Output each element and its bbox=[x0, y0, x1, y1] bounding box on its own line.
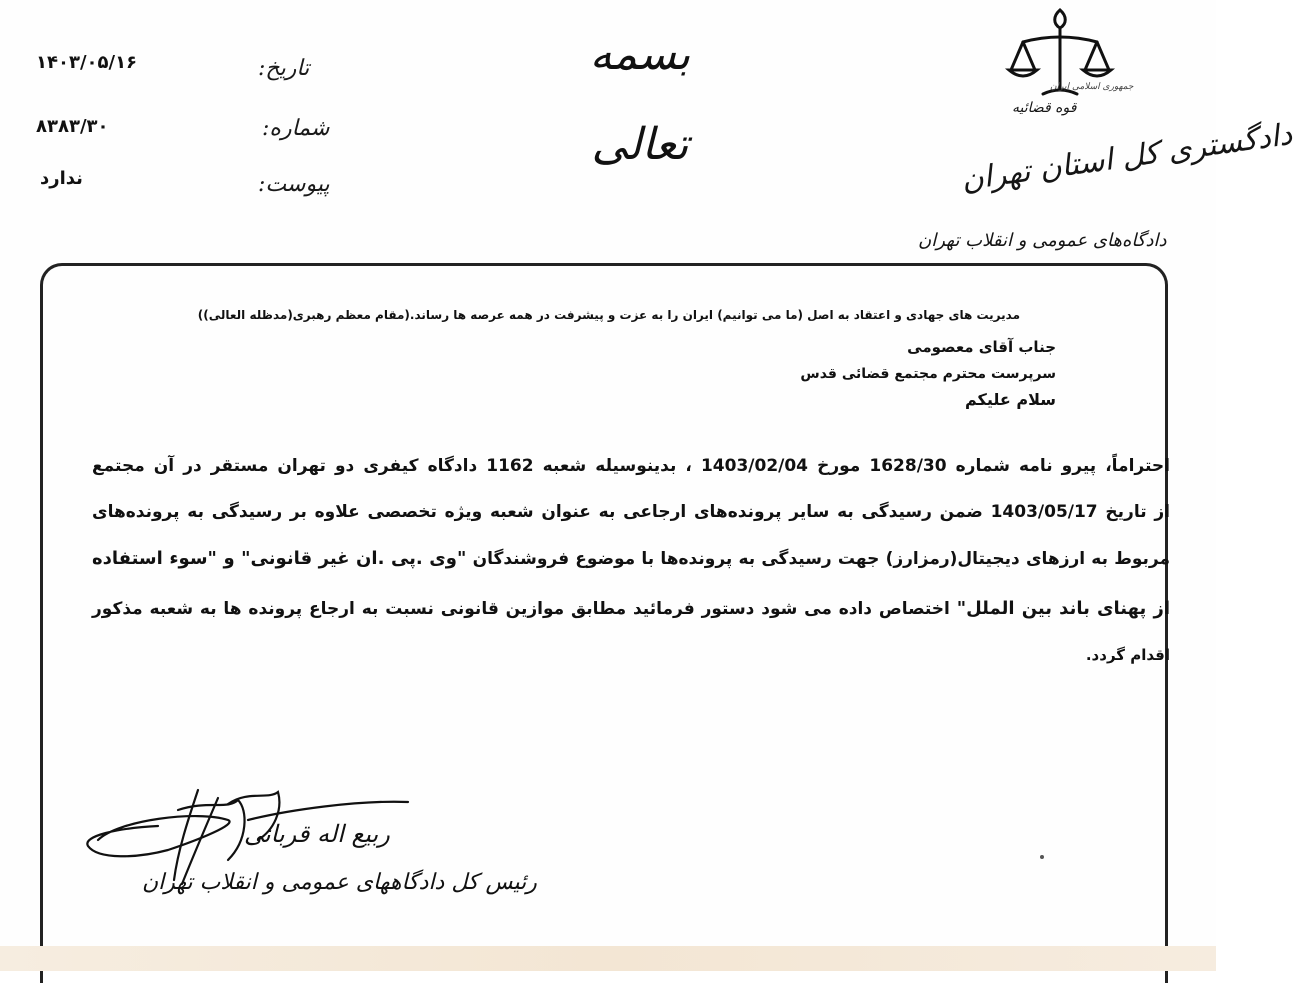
body-line-2: از تاریخ 1403/05/17 ضمن رسیدگی به سایر پرونده‌های ارجاعی به عنوان شعبه ویژه تخصصی علاوه بر رسیدگی به پرونده‌های bbox=[92, 502, 1170, 522]
attachment-label: پیوست: bbox=[258, 172, 330, 197]
recipient-title: سرپرست محترم مجتمع قضائی قدس bbox=[800, 366, 1056, 382]
body-line-5: اقدام گردد. bbox=[1085, 646, 1170, 664]
basmala-heading: بسمه تعالی bbox=[589, 29, 691, 170]
bold-phrase-2: از پهنای باند بین الملل" bbox=[956, 598, 1170, 619]
signer-title: رئیس کل دادگاههای عمومی و انقلاب تهران bbox=[142, 870, 537, 895]
date-label: تاریخ: bbox=[258, 56, 310, 81]
number-value: ۸۳۸۳/۳۰ bbox=[36, 116, 109, 137]
number-label: شماره: bbox=[262, 116, 330, 141]
bold-phrase-1: "وی .پی .ان غیر قانونی" و "سوء استفاده bbox=[92, 548, 467, 569]
recipient-name: جناب آقای معصومی bbox=[907, 338, 1056, 356]
org-line-1: قوه قضائیه bbox=[1012, 100, 1077, 116]
greeting: سلام علیکم bbox=[964, 390, 1056, 409]
org-line-3: دادگاه‌های عمومی و انقلاب تهران bbox=[918, 230, 1167, 251]
scan-speck bbox=[1040, 855, 1044, 859]
bottom-strip bbox=[0, 946, 1216, 971]
body-line-3 bbox=[92, 548, 1170, 569]
date-value: ۱۴۰۳/۰۵/۱۶ bbox=[36, 52, 138, 73]
signer-name: ربیع اله قربانی bbox=[244, 820, 390, 848]
attachment-value: ندارد bbox=[40, 168, 83, 189]
motto-text: مدیریت های جهادی و اعتقاد به اصل (ما می توانیم) ایران را به عزت و پیشرفت در همه عرصه ها رساند.(مقام معظم رهبری(مدظله العالی)) bbox=[197, 308, 1020, 322]
body-line-3-text: مربوط به ارزهای دیجیتال(رمزارز) جهت رسیدگی به پرونده‌ها با موضوع فروشندگان bbox=[472, 549, 1170, 569]
org-line-2: دادگستری کل استان تهران bbox=[959, 116, 1294, 199]
body-line-4 bbox=[92, 598, 1170, 619]
body-line-4-text: اختصاص داده می شود دستور فرمائید مطابق موازین قانونی نسبت به ارجاع پرونده ها به شعبه مذکور bbox=[92, 599, 950, 619]
body-line-1: احتراماً، پیرو نامه شماره 1628/30 مورخ 1403/02/04 ، بدینوسیله شعبه 1162 دادگاه کیفری دو تهران مستقر در آن مجتمع bbox=[92, 456, 1170, 476]
org-line-0: جمهوری اسلامی ایران bbox=[1050, 82, 1134, 92]
